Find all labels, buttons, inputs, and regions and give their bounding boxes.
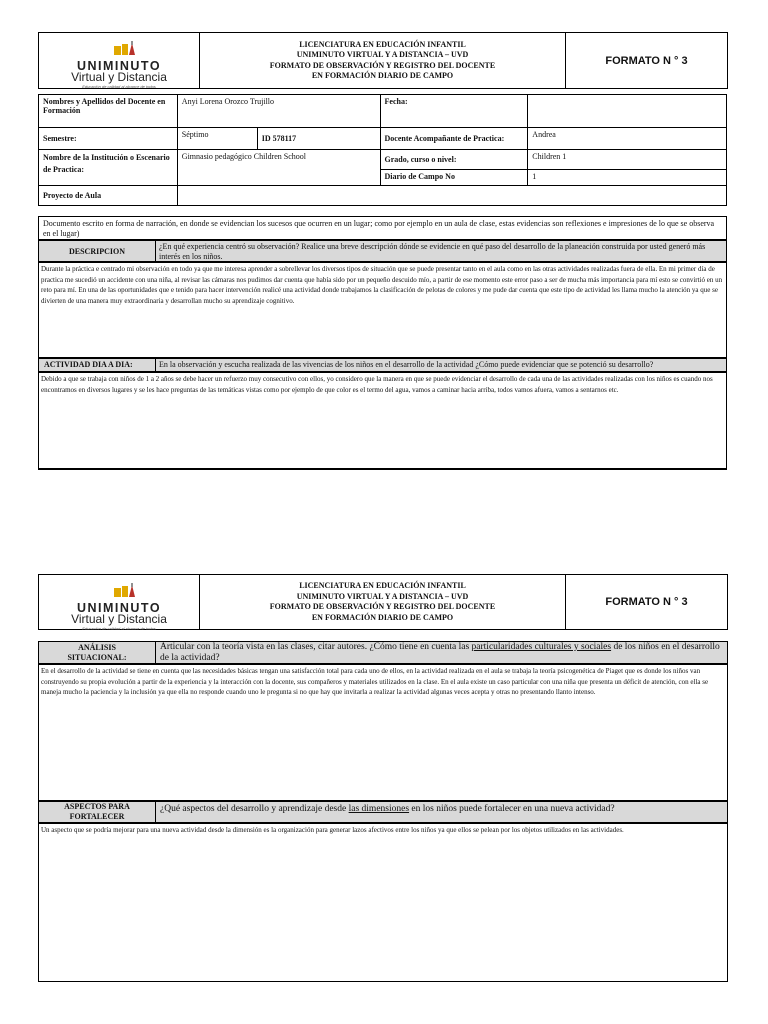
format-number: FORMATO N ° 3 (605, 54, 688, 67)
diario-value: 1 (528, 170, 727, 186)
page1-header (38, 32, 728, 89)
actividad-answer: Debido a que se trabaja con niños de 1 a 2 años se debe hacer un refuerzo muy consecutivo con ellos, yo considero que la manera en que se puede evidenciar el desarrollo de cada una de las actividades realizadas con los niños es cuando nos encontramos en diversos lugares y se les hace preguntas de las temáticas vistas como por ejemplo de que color es el termo del agua, vamos a caminar hacia arriba, todos vamos afuera, vamos a sentarnos etc. (38, 372, 727, 470)
uniminuto-logo-icon (112, 41, 138, 57)
format-number-2: FORMATO N ° 3 (605, 596, 688, 608)
logo-brand: UNIMINUTO (76, 59, 162, 73)
actividad-label: ACTIVIDAD DIA A DIA: (38, 358, 156, 372)
proyecto-label: Proyecto de Aula (39, 186, 178, 206)
nombres-label: Nombres y Apellidos del Docente en Formación (39, 95, 178, 128)
header-title-2 (200, 575, 566, 629)
semestre-label: Semestre: (39, 128, 178, 150)
logo-subtitle: Virtual y Distancia (71, 70, 167, 84)
uniminuto-logo-icon (112, 583, 138, 599)
analisis-label: ANÁLISIS SITUACIONAL: (38, 641, 156, 664)
id-label: ID 578117 (257, 128, 380, 150)
descripcion-answer: Durante la práctica e centrado mi observación en todo ya que me interesa aprender a sobrellevar los diversos tipos de situación que se puede presentar tanto en el aula como en las otras actividades realizadas fuera de ella. En mi primer día de practica me sucedió un accidente con una niña, al revisar las cámaras nos pudimos dar cuenta que había sido por un pequeño descuido mío, a partir de ese momento este error paso a ser de mucha más importancia para mí esto se convirtió en un reto para mí. En una de las oportunidades que e tenido para hacer intervención realicé una actividad donde trabajamos la clasificación de pelotas de colores y me pude dar cuenta que este tipo de actividad les llama mucho la atención ya que se divierten de una manera muy extraordinaria y desarrollan mucho su aprendizaje cognitivo. (38, 262, 727, 358)
fecha-value (528, 95, 727, 128)
intro-text: Documento escrito en forma de narración, en donde se evidencian los sucesos que ocurren en un lugar; como por ejemplo en un aula de clase, estas evidencias son reflexiones e impresiones de lo que se observa en el lugar) (38, 216, 727, 240)
descripcion-question: ¿En qué experiencia centró su observación? Realice una breve descripción dónde se evidencie en qué paso del desarrollo de la planeación construida por usted generó más interés en los niños. (155, 240, 727, 262)
analisis-answer: En el desarrollo de la actividad se tiene en cuenta que las necesidades básicas tengan una satisfacción total para cada uno de ellos, en la actividad realizada en el aula se trabaja la teoría psicogenética de Piaget que es donde los niños van construyendo su propia evolución a partir de la experiencia y la interacción con la docente, sus compañeros y materiales utilizados en la clase. En el aula existe un caso particular con una niña que presenta un déficit de atención, con ella se maneja mucho la paciencia y la inclusión ya que ella no responde cuando uno le pregunta si no que hay que invitarla a realizar la actividad algunas veces acepta y otras no presentando llanto intenso. (38, 664, 728, 801)
semestre-value: Séptimo (177, 128, 257, 150)
aspectos-label: ASPECTOS PARA FORTALECER (38, 801, 156, 823)
header-line-4: EN FORMACIÓN DIARIO DE CAMPO (311, 71, 454, 80)
grado-value: Children 1 (528, 150, 727, 170)
header-line-1: LICENCIATURA EN EDUCACIÓN INFANTIL (299, 39, 466, 49)
uniminuto-logo-2 (39, 575, 200, 629)
header-line-3: FORMATO DE OBSERVACIÓN Y REGISTRO DEL DOCENTE (269, 602, 496, 611)
proyecto-value (177, 186, 726, 206)
aspectos-question (155, 801, 728, 823)
logo-subtitle: Virtual y Distancia (71, 612, 167, 626)
analisis-question (155, 641, 728, 664)
nombres-value: Anyi Lorena Orozco Trujillo (177, 95, 380, 128)
institucion-value: Gimnasio pedagógico Children School (177, 150, 380, 186)
analisis-question-post: de los niños en el desarrollo de la actividad? (160, 642, 720, 663)
info-table (38, 94, 727, 206)
grado-label: Grado, curso o nivel: (380, 150, 528, 170)
aspectos-answer: Un aspecto que se podría mejorar para una nueva actividad desde la dimensión es la organización para generar lazos afectivos entre los niños ya que ellos se pelean por los objetos utilizados en las actividades. (38, 823, 728, 982)
header-line-4: EN FORMACIÓN DIARIO DE CAMPO (311, 612, 454, 622)
header-line-1: LICENCIATURA EN EDUCACIÓN INFANTIL (299, 581, 466, 590)
page2-header (38, 574, 728, 630)
header-title (200, 33, 566, 88)
header-line-2: UNIMINUTO VIRTUAL Y A DISTANCIA – UVD (296, 50, 469, 59)
analisis-question-pre: Articular con la teoría vista en las clases, citar autores. ¿Cómo tiene en cuenta las (160, 642, 472, 652)
header-line-2: UNIMINUTO VIRTUAL Y A DISTANCIA – UVD (296, 591, 469, 601)
aspectos-question-pre: ¿Qué aspectos del desarrollo y aprendizaje desde (160, 804, 349, 814)
diario-label: Diario de Campo No (380, 170, 528, 186)
docente-value: Andrea (528, 128, 727, 150)
logo-tagline: Educación de calidad al alcance de todos (82, 84, 156, 89)
institucion-label: Nombre de la Institución o Escenario de Practica: (39, 150, 178, 186)
docente-label: Docente Acompañante de Practica: (380, 128, 528, 150)
aspectos-question-underlined: las dimensiones (348, 804, 410, 814)
actividad-question: En la observación y escucha realizada de las vivencias de los niños en el desarrollo de la actividad ¿Cómo puede evidenciar que se potenció su desarrollo? (155, 358, 727, 372)
fecha-label: Fecha: (380, 95, 528, 128)
logo-tagline: Educación de calidad al alcance de todos (82, 626, 156, 631)
analisis-question-underlined: particularidades culturales y sociales (471, 642, 612, 652)
logo-brand: UNIMINUTO (76, 601, 162, 615)
aspectos-question-post: en los niños puede fortalecer en una nueva actividad? (409, 804, 615, 814)
descripcion-label: DESCRIPCION (38, 240, 156, 262)
header-line-3: FORMATO DE OBSERVACIÓN Y REGISTRO DEL DOCENTE (269, 60, 496, 70)
uniminuto-logo (39, 33, 200, 88)
